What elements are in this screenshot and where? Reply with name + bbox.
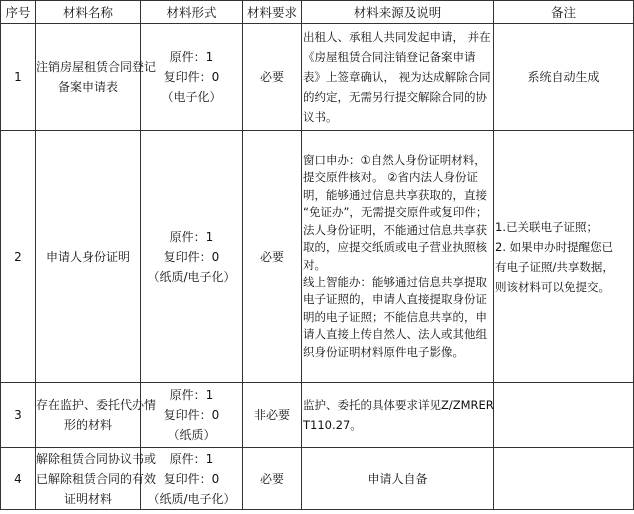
- material-source: [302, 448, 494, 510]
- material-requirement: 必要: [243, 24, 302, 131]
- form-line: 原件：1: [169, 388, 214, 402]
- note-line: 则该材料可以免提交。: [495, 279, 610, 294]
- material-form: [141, 24, 243, 131]
- source-line: 出租人、承租人共同发起申请， 并在: [303, 30, 491, 44]
- material-note: [494, 383, 634, 448]
- table-row: [1, 131, 634, 383]
- form-line: 复印件：0: [163, 70, 220, 84]
- header-no: 序号: [1, 1, 36, 24]
- source-line: “免证办”，无需提交原件或复印件；: [303, 205, 488, 220]
- source-line: 提交原件核对。 ②省内法人身份证: [303, 170, 478, 185]
- source-line: 法人身份证明，不能通过信息共享获: [303, 222, 487, 237]
- source-line: 《房屋租赁合同注销登记备案申请: [303, 50, 476, 64]
- form-line: 原件：1: [169, 451, 214, 466]
- header-row: [1, 1, 634, 24]
- source-line: 申请人自备: [367, 471, 428, 486]
- name-line: 解除租赁合同协议书或: [36, 451, 157, 466]
- form-line: （纸质/电子化）: [147, 269, 236, 284]
- form-line: （电子化）: [161, 90, 222, 104]
- material-name: [36, 24, 157, 131]
- row-no: 3: [1, 383, 36, 448]
- material-requirement: 必要: [243, 448, 302, 510]
- source-line: T110.27。: [303, 418, 362, 432]
- name-line: 形的材料: [63, 418, 112, 432]
- source-line: 对。: [303, 257, 326, 272]
- source-line: 明的电子证照；不能信息共享的，申: [303, 309, 487, 324]
- name-line: 存在监护、委托代办情: [36, 398, 157, 412]
- header-name: 材料名称: [36, 1, 141, 24]
- material-name: [36, 448, 157, 510]
- row-no: 1: [1, 24, 36, 131]
- name-line: 注销房屋租赁合同登记: [36, 60, 157, 74]
- row-no: 2: [1, 131, 36, 383]
- material-requirement: 必要: [243, 131, 302, 383]
- row-no: 4: [1, 448, 36, 510]
- source-line: 监护、委托的具体要求详见Z/ZMRER: [303, 398, 494, 412]
- material-note: [494, 24, 634, 131]
- form-line: 复印件：0: [163, 249, 220, 264]
- header-note: 备注: [494, 1, 634, 24]
- source-line: 窗口申办：①自然人身份证明材料，: [303, 153, 486, 168]
- form-line: （纸质）: [167, 428, 216, 442]
- material-note: [494, 131, 634, 383]
- source-line: 表》上签章确认， 视为达成解除合同: [303, 70, 491, 84]
- table-row: [1, 448, 634, 510]
- note-line: 有电子证照/共享数据，: [495, 259, 614, 274]
- source-line: 织身份证明材料原件电子影像。: [303, 344, 464, 359]
- header-source: 材料来源及说明: [302, 1, 494, 24]
- source-line: 请人直接上传自然人、法人或其他组: [303, 327, 487, 342]
- source-line: 议书。: [303, 110, 338, 124]
- material-source: [302, 383, 494, 448]
- material-form: [141, 383, 243, 448]
- material-name: [36, 383, 157, 448]
- note-line: 系统自动生成: [527, 70, 600, 84]
- name-line: 申请人身份证明: [45, 249, 130, 264]
- table-row: [1, 383, 634, 448]
- material-requirement: 非必要: [243, 383, 302, 448]
- name-line: 备案申请表: [57, 80, 118, 94]
- form-line: 原件：1: [169, 229, 214, 244]
- material-source: [302, 24, 494, 131]
- note-line: 1.已关联电子证照；: [495, 219, 598, 234]
- source-line: 线上智能办：能够通过信息共享提取: [303, 274, 487, 289]
- material-form: [141, 131, 243, 383]
- source-line: 电子证照的，申请人直接提取身份证: [303, 292, 487, 307]
- form-line: 复印件：0: [163, 408, 220, 422]
- material-note: [494, 448, 634, 510]
- material-source: [302, 131, 494, 383]
- form-line: 原件：1: [169, 50, 214, 64]
- note-line: 2. 如果申办时提醒您已: [495, 239, 614, 254]
- header-requirement: 材料要求: [243, 1, 302, 24]
- source-line: 的约定，无需另行提交解除合同的协: [303, 90, 487, 104]
- name-line: 已解除租赁合同的有效: [36, 471, 157, 486]
- header-form: 材料形式: [141, 1, 243, 24]
- source-line: 取的，应提交纸质或电子营业执照核: [303, 240, 487, 255]
- name-line: 证明材料: [63, 491, 112, 506]
- form-line: （纸质/电子化）: [147, 491, 236, 506]
- source-line: 明，能够通过信息共享获取的，直接: [303, 187, 487, 202]
- form-line: 复印件：0: [163, 471, 220, 486]
- table-row: [1, 24, 634, 131]
- material-name: [36, 131, 141, 383]
